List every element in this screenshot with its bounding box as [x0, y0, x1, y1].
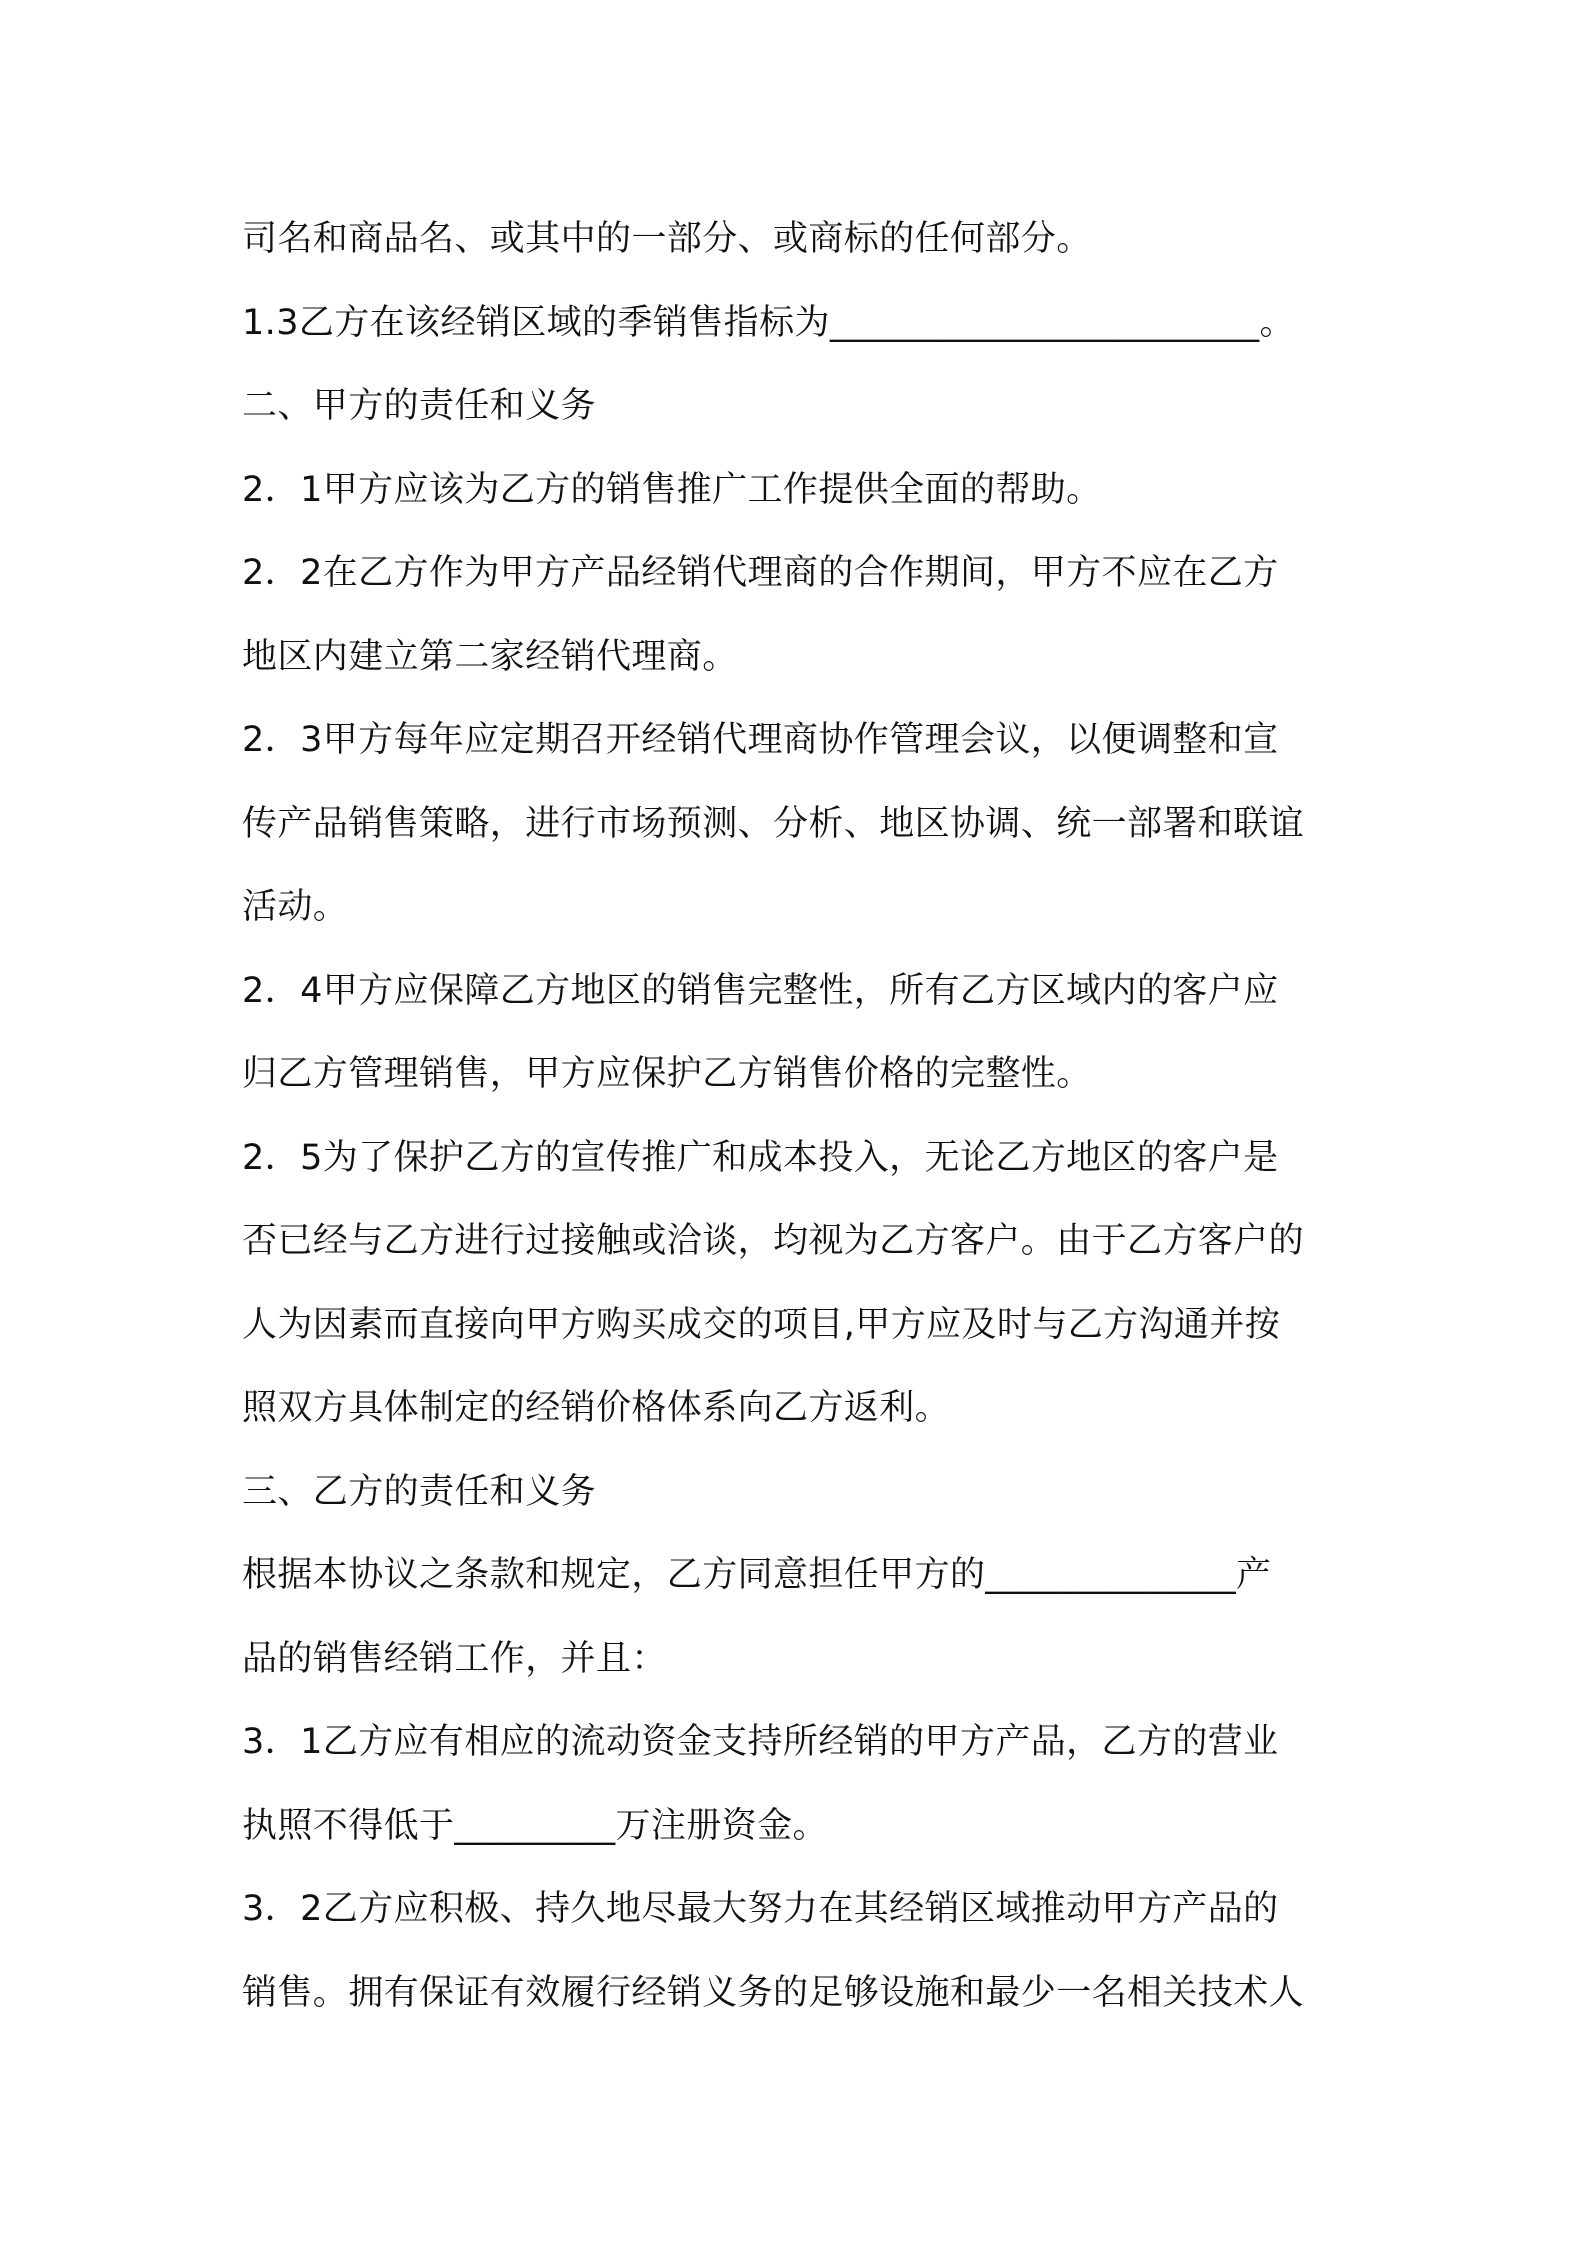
text-line: 活动。	[242, 887, 349, 927]
text-line: 根据本协议之条款和规定，乙方同意担任甲方的______________产	[242, 1555, 1272, 1595]
text-line: 2．4甲方应保障乙方地区的销售完整性，所有乙方区域内的客户应	[242, 970, 1279, 1011]
text-line: 3．1乙方应有相应的流动资金支持所经销的甲方产品，乙方的营业	[242, 1722, 1279, 1762]
text-line: 传产品销售策略，进行市场预测、分析、地区协调、统一部署和联谊	[242, 803, 1305, 844]
text-line: 销售。拥有保证有效履行经销义务的足够设施和最少一名相关技术人	[242, 1972, 1305, 2013]
text-line: 人为因素而直接向甲方购买成交的项目,甲方应及时与乙方沟通并按	[242, 1304, 1281, 1345]
text-line: 照双方具体制定的经销价格体系向乙方返利。	[242, 1388, 951, 1428]
text-line: 地区内建立第二家经销代理商。	[242, 636, 738, 677]
section-heading: 二、甲方的责任和义务	[242, 386, 597, 426]
text-line: 执照不得低于_________万注册资金。	[242, 1805, 828, 1846]
text-line: 3．2乙方应积极、持久地尽最大努力在其经销区域推动甲方产品的	[242, 1889, 1279, 1929]
text-line: 2．5为了保护乙方的宣传推广和成本投入，无论乙方地区的客户是	[242, 1137, 1279, 1178]
text-line: 2．2在乙方作为甲方产品经销代理商的合作期间，甲方不应在乙方	[242, 553, 1279, 593]
text-line: 否已经与乙方进行过接触或洽谈，均视为乙方客户。由于乙方客户的	[242, 1221, 1305, 1261]
section-heading: 三、乙方的责任和义务	[242, 1471, 597, 1512]
text-line: 归乙方管理销售，甲方应保护乙方销售价格的完整性。	[242, 1054, 1092, 1094]
text-line: 1.3乙方在该经销区域的季销售指标为________________________。	[242, 302, 1295, 343]
text-line: 品的销售经销工作，并且：	[242, 1638, 667, 1679]
text-line: 司名和商品名、或其中的一部分、或商标的任何部分。	[242, 219, 1092, 259]
text-line: 2．1甲方应该为乙方的销售推广工作提供全面的帮助。	[242, 469, 1102, 510]
text-line: 2．3甲方每年应定期召开经销代理商协作管理会议，以便调整和宣	[242, 720, 1279, 760]
document-body	[242, 198, 1362, 2035]
